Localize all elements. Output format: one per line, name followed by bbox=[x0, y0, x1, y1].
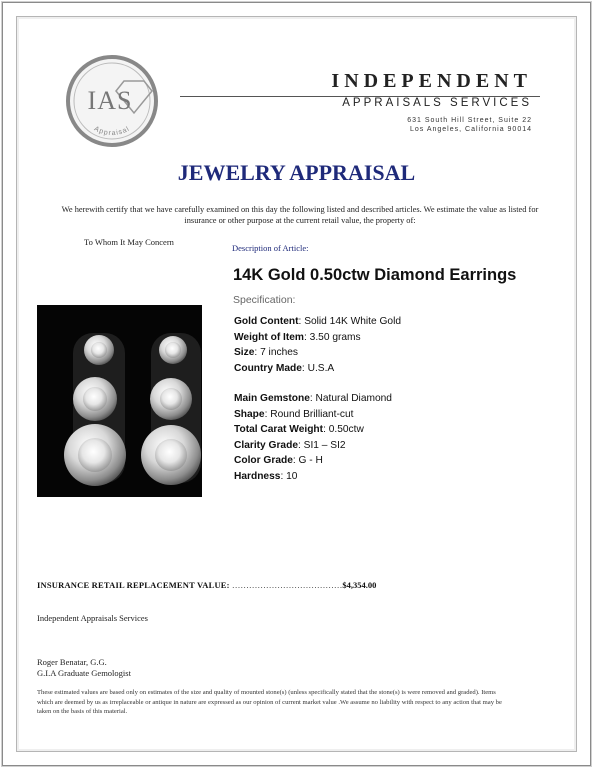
spec-row: Clarity Grade: SI1 – SI2 bbox=[234, 439, 346, 451]
spec-row: Hardness: 10 bbox=[234, 470, 298, 482]
spec-row: Main Gemstone: Natural Diamond bbox=[234, 393, 392, 404]
specification-label: Specification: bbox=[233, 294, 296, 306]
spec-value: 7 inches bbox=[260, 347, 299, 358]
company-subtitle: APPRAISALS SERVICES bbox=[342, 97, 532, 109]
signer-name: Roger Benatar, G.G. bbox=[37, 657, 107, 667]
description-label: Description of Article: bbox=[232, 243, 309, 253]
owner-name: To Whom It May Concern bbox=[84, 237, 174, 247]
spec-row: Size: 7 inches bbox=[234, 347, 299, 358]
spec-value: Solid 14K White Gold bbox=[304, 316, 402, 327]
spec-label: Hardness bbox=[234, 470, 281, 482]
spec-row: Gold Content: Solid 14K White Gold bbox=[234, 316, 402, 327]
document-title: JEWELRY APPRAISAL bbox=[177, 160, 416, 185]
spec-value: 0.50ctw bbox=[328, 424, 364, 435]
certification-text: We herewith certify that we have carefully examined on this day the following listed and described articles. We estimate the value as listed for insurance or other purpose at the current retail value, the property of: bbox=[61, 205, 539, 225]
spec-value: SI1 – SI2 bbox=[303, 439, 346, 451]
spec-row: Total Carat Weight: 0.50ctw bbox=[234, 424, 364, 435]
insurance-value-line bbox=[37, 580, 376, 590]
spec-label: Size bbox=[234, 347, 255, 358]
spec-label: Clarity Grade bbox=[234, 439, 298, 451]
spec-row: Country Made: U.S.A bbox=[234, 362, 335, 374]
spec-label: Total Carat Weight bbox=[234, 424, 324, 435]
spec-value: 10 bbox=[286, 470, 298, 482]
logo-monogram: IAS bbox=[87, 86, 133, 115]
ias-logo bbox=[64, 53, 160, 149]
company-footer: Independent Appraisals Services bbox=[37, 613, 148, 623]
spec-row: Color Grade: G - H bbox=[234, 455, 323, 466]
spec-label: Gold Content bbox=[234, 316, 299, 327]
spec-label: Country Made bbox=[234, 362, 302, 374]
spec-value: 3.50 grams bbox=[309, 331, 361, 343]
spec-value: Natural Diamond bbox=[315, 393, 392, 404]
earrings-photo bbox=[37, 305, 202, 497]
spec-value: G - H bbox=[298, 455, 323, 466]
address-line-2: Los Angeles, California 90014 bbox=[409, 126, 532, 133]
address-line-1: 631 South Hill Street, Suite 22 bbox=[407, 117, 532, 124]
spec-value: Round Brilliant-cut bbox=[270, 408, 354, 420]
spec-value: U.S.A bbox=[307, 362, 335, 374]
spec-row: Weight of Item: 3.50 grams bbox=[234, 331, 361, 343]
insurance-label: INSURANCE RETAIL REPLACEMENT VALUE: bbox=[37, 580, 230, 590]
company-name: INDEPENDENT bbox=[331, 70, 532, 92]
spec-label: Shape bbox=[234, 408, 265, 420]
spec-label: Color Grade bbox=[234, 455, 293, 466]
left-earring bbox=[64, 333, 126, 486]
spec-label: Weight of Item bbox=[234, 331, 304, 343]
spec-label: Main Gemstone bbox=[234, 393, 310, 404]
insurance-dots: ………………………………… bbox=[231, 580, 343, 590]
item-title: 14K Gold 0.50ctw Diamond Earrings bbox=[233, 266, 517, 284]
logo-ring-text: Appraisal bbox=[92, 125, 132, 138]
insurance-value: $4,354.00 bbox=[342, 580, 377, 590]
spec-row: Shape: Round Brilliant-cut bbox=[234, 408, 354, 420]
disclaimer-text: These estimated values are based only on estimates of the size and quality of mounted stone(s) (unless specifically stated that the stone(s) is were removed and graded). Items which are deemed by us as irreplaceable or antique in nature are expressed as our opinion of current market value .We assume no liability with respect to any action that may be taken on the basis of this material. bbox=[37, 689, 502, 716]
signer-title: G.I.A Graduate Gemologist bbox=[37, 668, 131, 678]
